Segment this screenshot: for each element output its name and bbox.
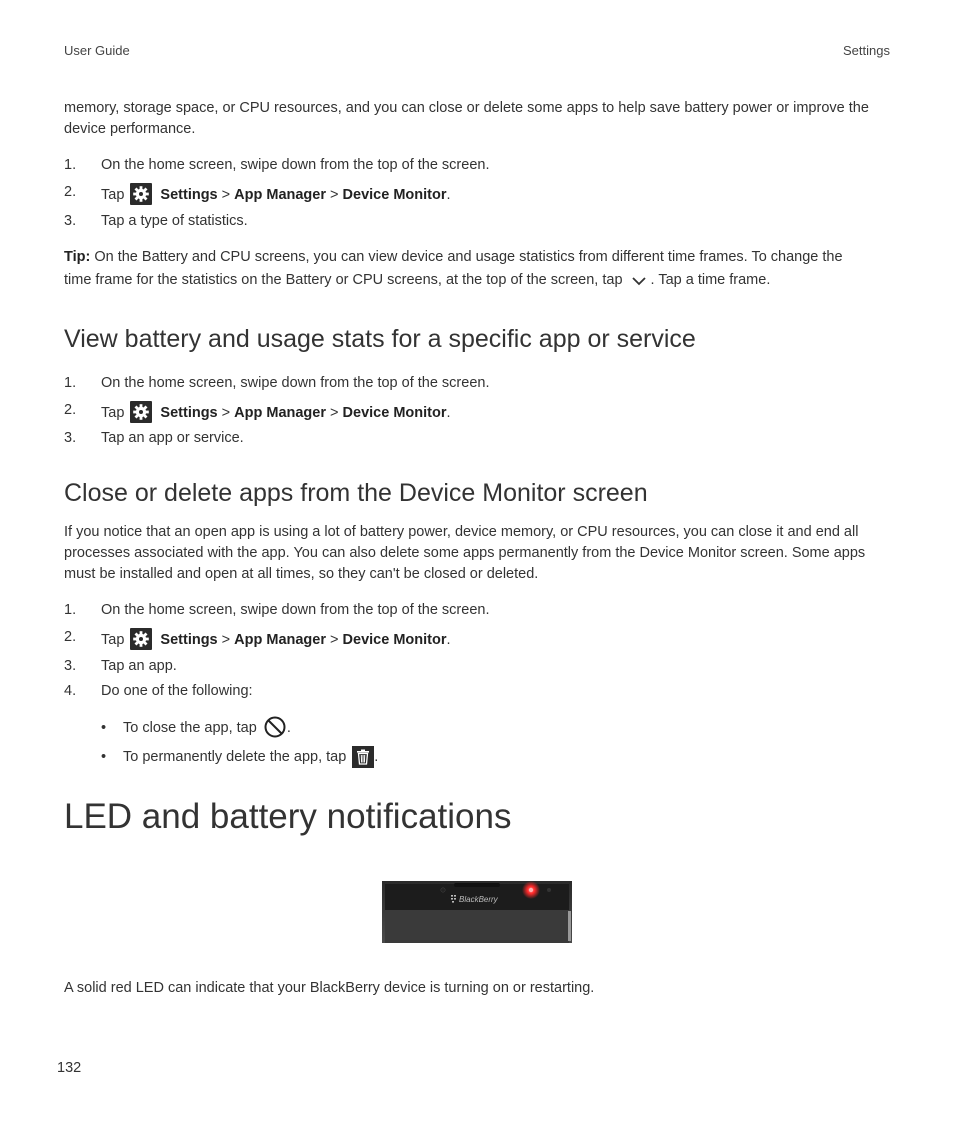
step-number: 1. (64, 602, 77, 618)
sep: > (221, 187, 231, 203)
step-number: 1. (64, 375, 77, 391)
step-number: 2. (64, 629, 77, 645)
step-text: Do one of the following: (101, 683, 253, 699)
tap-word: Tap (101, 187, 125, 203)
s3-step-3 (64, 656, 177, 676)
step-text: On the home screen, swipe down from the top of the screen. (101, 157, 490, 173)
bullet-dot: • (101, 749, 107, 765)
settings-label: Settings (160, 187, 218, 203)
bullet-text: To close the app, tap (123, 720, 257, 736)
intro-paragraph: memory, storage space, or CPU resources, and you can close or delete some apps to help save battery power or improve the device performance. (64, 100, 869, 137)
step-number: 4. (64, 683, 77, 699)
step-number: 2. (64, 184, 77, 200)
device-brand-text: BlackBerry (459, 895, 498, 904)
tap-word: Tap (101, 405, 125, 421)
bullet-end: . (286, 720, 291, 736)
step-text: On the home screen, swipe down from the top of the screen. (101, 602, 490, 618)
app-manager-label: App Manager (234, 405, 326, 421)
s1-step-2 (64, 182, 451, 205)
tip-text-a: time frame for the statistics on the Battery or CPU screens, at the top of the screen, tap (64, 272, 623, 288)
led-caption: A solid red LED can indicate that your BlackBerry device is turning on or restarting. (64, 980, 595, 996)
settings-label: Settings (160, 632, 218, 648)
s2-step-2 (64, 400, 451, 423)
s2-step-3 (64, 428, 244, 448)
app-manager-label: App Manager (234, 187, 326, 203)
settings-gear-icon (130, 183, 152, 205)
device-monitor-label: Device Monitor (342, 632, 447, 648)
app-manager-label: App Manager (234, 632, 326, 648)
step-number: 3. (64, 213, 77, 229)
tip-line-2 (64, 270, 894, 294)
s2-step-1 (64, 373, 489, 393)
device-led-image (382, 881, 572, 943)
tap-word: Tap (101, 632, 125, 648)
sep: > (330, 187, 339, 203)
bullet-text: To permanently delete the app, tap (123, 749, 347, 765)
s1-step-3 (64, 211, 248, 231)
step-number: 2. (64, 402, 77, 418)
device-monitor-label: Device Monitor (342, 187, 447, 203)
bullet-delete-app (101, 746, 378, 768)
tip-label: Tip: (64, 249, 91, 265)
step-number: 3. (64, 430, 77, 446)
close-app-icon (263, 715, 287, 745)
section-title-app-stats: View battery and usage stats for a specific app or service (64, 325, 696, 353)
period: . (446, 405, 451, 421)
s3-step-2 (64, 627, 451, 650)
settings-gear-icon (130, 401, 152, 423)
trash-icon (352, 746, 374, 768)
header-right: Settings (843, 43, 890, 58)
tip-text-b: . Tap a time frame. (650, 272, 771, 288)
step-text: On the home screen, swipe down from the top of the screen. (101, 375, 490, 391)
settings-gear-icon (130, 628, 152, 650)
bullet-end: . (374, 749, 379, 765)
bullet-dot: • (101, 720, 107, 736)
bullet-close-app (101, 715, 291, 745)
step-text: Tap an app or service. (101, 430, 244, 446)
section-title-close-delete: Close or delete apps from the Device Monitor screen (64, 479, 648, 507)
section-title-led: LED and battery notifications (64, 797, 512, 836)
step-number: 3. (64, 658, 77, 674)
close-delete-paragraph: If you notice that an open app is using a lot of battery power, device memory, or CPU resources, you can close it and end all processes associated with the app. You can also delete some apps permanently from the Device Monitor screen. Some apps must be installed and open at all times, so they can't be closed or deleted. (64, 524, 866, 582)
chevron-down-icon (631, 273, 647, 294)
sep: > (221, 632, 231, 648)
device-monitor-label: Device Monitor (342, 405, 447, 421)
tip-line-1 (64, 247, 894, 268)
s3-step-4 (64, 681, 253, 701)
settings-label: Settings (160, 405, 218, 421)
s1-step-1 (64, 155, 489, 175)
sep: > (330, 405, 339, 421)
step-number: 1. (64, 157, 77, 173)
header-left: User Guide (64, 43, 130, 58)
sep: > (330, 632, 339, 648)
page-number: 132 (57, 1060, 82, 1076)
s3-step-1 (64, 600, 489, 620)
period: . (446, 187, 451, 203)
sep: > (221, 405, 231, 421)
step-text: Tap a type of statistics. (101, 213, 248, 229)
tip-text: On the Battery and CPU screens, you can view device and usage statistics from different time frames. To change the (90, 249, 843, 265)
step-text: Tap an app. (101, 658, 177, 674)
period: . (446, 632, 451, 648)
